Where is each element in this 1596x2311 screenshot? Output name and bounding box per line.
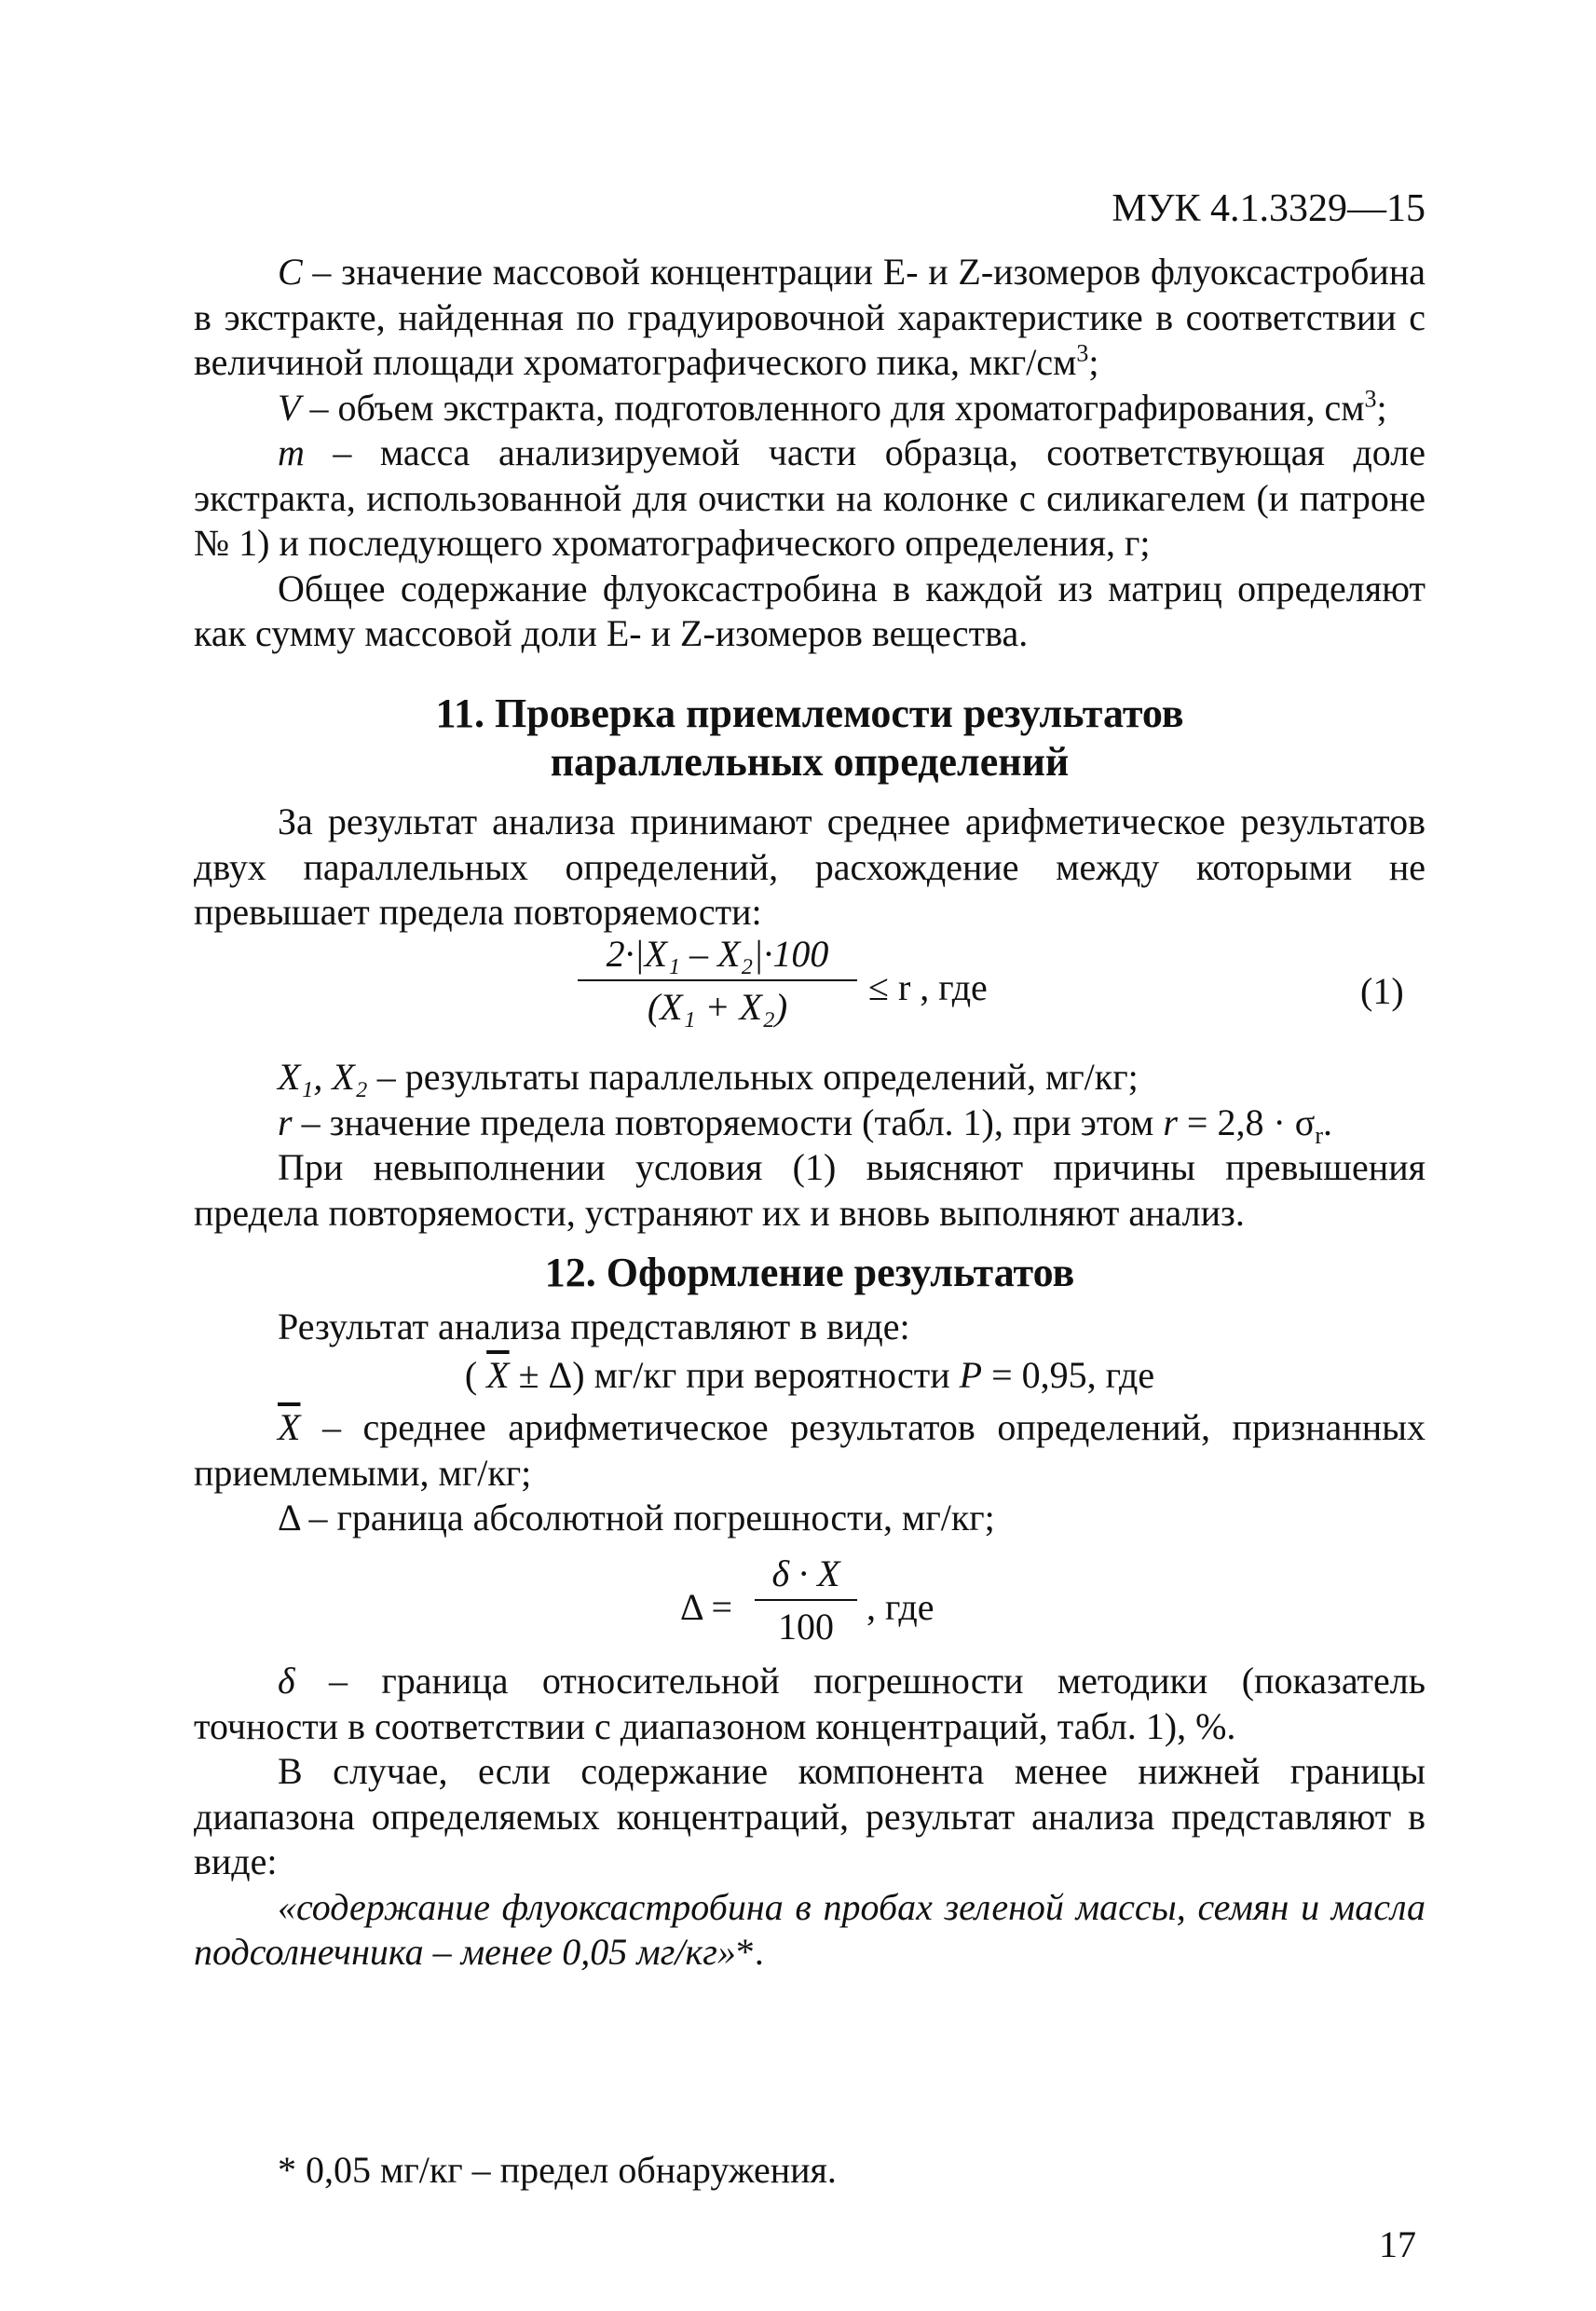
section-11-intro: За результат анализа принимают среднее арифметическое результатов двух параллельных определений, расхождение между которыми не превышает предела повторяемости:: [194, 800, 1425, 933]
result-mid: ± Δ) мг/кг при вероятности: [509, 1354, 960, 1396]
result-p: P: [959, 1354, 983, 1396]
formula1-fraction: [578, 932, 857, 1029]
c-tail: ;: [1088, 341, 1099, 383]
result-expression: [194, 1353, 1425, 1398]
failure-paragraph: При невыполнении условия (1) выясняют причины превышения предела повторяемости, устраняют их и вновь выполняют анализ.: [194, 1146, 1425, 1234]
r-text: – значение предела повторяемости (табл. 1), при этом: [292, 1101, 1164, 1143]
c-exponent: 3: [1076, 339, 1089, 367]
delta-definition: Δ – граница абсолютной погрешности, мг/кг;: [278, 1497, 995, 1538]
document-code-header: МУК 4.1.3329—15: [1112, 187, 1425, 230]
section-12-definitions: [194, 1405, 1425, 1541]
result-pre: (: [464, 1354, 487, 1396]
footnote: * 0,05 мг/кг – предел обнаружения.: [278, 2149, 837, 2191]
formula2-denominator: 100: [778, 1606, 834, 1648]
formula2-lhs: Δ =: [680, 1586, 733, 1628]
c-symbol: С: [278, 251, 303, 293]
section-12-intro: Результат анализа представляют в виде:: [278, 1306, 910, 1347]
result-post: = 0,95, где: [982, 1354, 1155, 1396]
section-12-intro-block: [194, 1305, 1425, 1350]
r-end: .: [1323, 1101, 1333, 1143]
r-definition: [194, 1101, 1425, 1149]
delta-small-symbol: δ: [278, 1660, 295, 1702]
repeatability-formula: [559, 932, 1044, 1053]
formula2-numerator: δ · X: [755, 1552, 857, 1601]
x-text: – результаты параллельных определений, мг/кг;: [367, 1056, 1139, 1098]
section-11-intro-block: [194, 800, 1425, 936]
v-definition: [194, 386, 1425, 431]
result-xbar: $\overline{X}$: [486, 1354, 510, 1396]
r-eq-symbol: r: [1163, 1101, 1178, 1143]
formula2-tail: , где: [866, 1586, 934, 1628]
italic-result: «содержание флуоксастробина в пробах зеленой массы, семян и масла подсолнечника – менее 0,05 мг/кг»: [194, 1885, 1425, 1973]
section-11-title-line2: параллельных определений: [550, 739, 1070, 785]
c-definition: [194, 250, 1425, 386]
section-11-title-line1: 11. Проверка приемлемости результатов: [435, 691, 1184, 736]
v-exponent: 3: [1364, 385, 1377, 413]
xbar-text: – среднее арифметическое результатов определений, признанных приемлемыми, мг/кг;: [194, 1406, 1425, 1494]
page-number: 17: [1379, 2223, 1416, 2265]
x-symbols: X₁, X₂: [278, 1056, 368, 1098]
total-content-paragraph: Общее содержание флуоксастробина в каждой из матриц определяют как сумму массовой доли Е- и Z-изомеров вещества.: [194, 567, 1425, 654]
section-11-heading: [194, 690, 1425, 786]
formula1-denominator: (X₁ + X₂): [647, 986, 788, 1028]
v-tail: ;: [1376, 386, 1387, 429]
section-12-title: 12. Оформление результатов: [544, 1250, 1075, 1295]
italic-star: *.: [735, 1931, 764, 1973]
m-definition: [194, 431, 1425, 567]
section-12-rest: [194, 1659, 1425, 1976]
low-case-paragraph: В случае, если содержание компонента менее нижней границы диапазона определяемых концентраций, результат анализа представляют в виде:: [194, 1750, 1425, 1882]
v-symbol: V: [278, 386, 301, 429]
italic-result-paragraph: [194, 1885, 1425, 1976]
r-symbol: r: [278, 1101, 293, 1143]
section-12-heading: [194, 1249, 1425, 1297]
formula2-fraction: [755, 1552, 857, 1648]
formula1-numerator: 2·|X₁ – X₂|·100: [578, 932, 857, 981]
formula1-relation: ≤ r , где: [868, 966, 988, 1008]
delta-small-definition: [194, 1659, 1425, 1749]
c-text: – значение массовой концентрации Е- и Z-изомеров флуоксастробина в экстракте, найденная по градуировочной характеристике в соответствии с величиной площади хроматографического пика, мкг/см: [194, 251, 1425, 383]
xbar-symbol: $\overline{X}$: [278, 1406, 301, 1448]
xbar-definition: [194, 1405, 1425, 1496]
m-symbol: m: [278, 431, 305, 473]
delta-formula: [680, 1552, 960, 1663]
x-definition: [194, 1055, 1425, 1101]
definitions-block: [194, 250, 1425, 657]
m-text: – масса анализируемой части образца, соответствующая доле экстракта, использованной для очистки на колонке с силикагелем (и патроне № 1) и последующего хроматографического определения, г;: [194, 431, 1425, 564]
formula1-number: (1): [1360, 970, 1404, 1012]
r-eq-text: = 2,8 · σ: [1177, 1101, 1316, 1143]
v-text: – объем экстракта, подготовленного для хроматографирования, см: [300, 386, 1365, 429]
delta-small-text: – граница относительной погрешности методики (показатель точности в соответствии с диапазоном концентраций, табл. 1), %.: [194, 1660, 1425, 1747]
section-11-definitions: [194, 1055, 1425, 1236]
r-sub: r: [1315, 1121, 1324, 1149]
